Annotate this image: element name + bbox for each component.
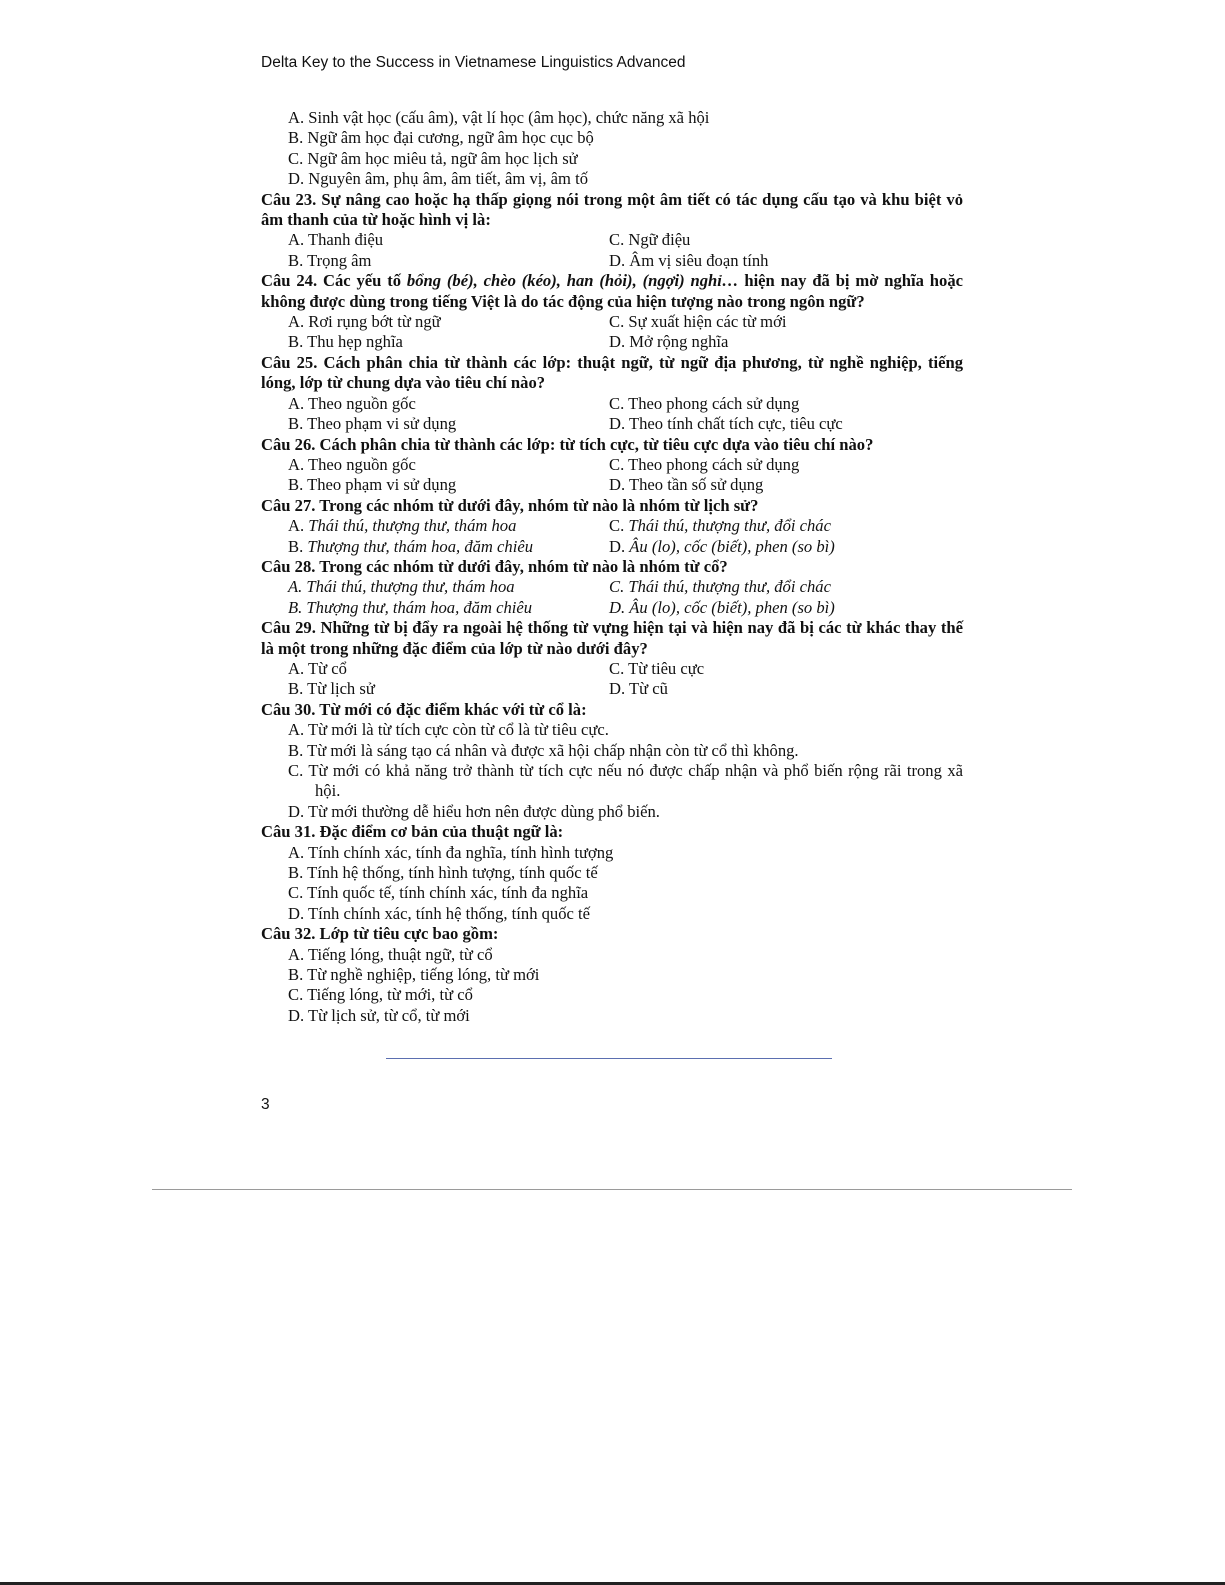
option-c: C. Sự xuất hiện các từ mới xyxy=(609,312,787,332)
option-item: C. Ngữ âm học miêu tả, ngữ âm học lịch sử xyxy=(288,148,578,168)
option-item: A. Sinh vật học (cấu âm), vật lí học (âm học), chức năng xã hội xyxy=(288,108,710,127)
option-c xyxy=(609,516,963,536)
page-number: 3 xyxy=(261,1096,270,1113)
question-list xyxy=(261,108,963,1026)
option-c: C. Tiếng lóng, từ mới, từ cổ xyxy=(288,985,473,1005)
option-a: A. Thái thú, thượng thư, thám hoa xyxy=(288,577,515,597)
option-row xyxy=(261,679,963,699)
page-header: Delta Key to the Success in Vietnamese Linguistics Advanced xyxy=(261,54,686,71)
question-25: Câu 25. Cách phân chia từ thành các lớp: thuật ngữ, từ ngữ địa phương, từ nghề nghiệp, tiếng lóng, lớp từ chung dựa vào tiêu chí nào? xyxy=(261,352,963,393)
option-c: C. Theo phong cách sử dụng xyxy=(609,393,800,413)
option-a: A. Từ mới là từ tích cực còn từ cổ là từ tiêu cực. xyxy=(288,720,609,740)
question-24-terms: bổng (bé), chèo (kéo), han (hỏi), (ngợi) nghỉ… xyxy=(406,271,739,291)
option-item: B. Ngữ âm học đại cương, ngữ âm học cục bộ xyxy=(288,128,594,148)
option-text: Thái thú, thượng thư, đổi chác xyxy=(628,516,831,536)
option-b: B. Theo phạm vi sử dụng xyxy=(288,414,457,434)
option-row xyxy=(261,230,963,250)
question-24-post: hiện nay đã bị mờ nghĩa hoặc không được dùng trong tiếng Việt là do tác động của hiện tượng nào trong ngôn ngữ? xyxy=(261,271,963,311)
option-row xyxy=(261,312,963,332)
option-b: B. Tính hệ thống, tính hình tượng, tính quốc tế xyxy=(288,863,598,883)
question-26: Câu 26. Cách phân chia từ thành các lớp: từ tích cực, từ tiêu cực dựa vào tiêu chí nào? xyxy=(261,434,874,454)
option-label: B. xyxy=(288,536,308,556)
question-32: Câu 32. Lớp từ tiêu cực bao gồm: xyxy=(261,924,499,944)
option-d: D. Theo tính chất tích cực, tiêu cực xyxy=(609,414,843,434)
question-30: Câu 30. Từ mới có đặc điểm khác với từ cổ là: xyxy=(261,699,587,719)
option-label: A. xyxy=(288,516,309,536)
option-text: Thái thú, thượng thư, thám hoa xyxy=(308,516,517,536)
option-row xyxy=(261,577,963,597)
option-d: D. Tính chính xác, tính hệ thống, tính quốc tế xyxy=(288,903,591,923)
option-c: C. Theo phong cách sử dụng xyxy=(609,454,800,474)
question-24-pre: Câu 24. Các yếu tố xyxy=(261,271,407,291)
option-a xyxy=(261,516,609,536)
option-a: A. Từ cổ xyxy=(288,658,347,678)
footnote-divider xyxy=(386,1058,832,1059)
option-b: B. Thu hẹp nghĩa xyxy=(288,332,403,352)
option-d: D. Từ lịch sử, từ cổ, từ mới xyxy=(288,1005,470,1025)
option-a: A. Thanh điệu xyxy=(288,230,384,250)
option-row xyxy=(261,332,963,352)
option-row xyxy=(261,251,963,271)
option-d xyxy=(609,537,963,557)
option-d: D. Âu (lo), cốc (biết), phen (so bì) xyxy=(609,597,835,617)
option-label: D. xyxy=(609,536,630,556)
option-b: B. Trọng âm xyxy=(288,250,372,270)
option-c: C. Từ mới có khả năng trở thành từ tích cực nếu nó được chấp nhận và phổ biến rộng rãi trong xã hội. xyxy=(288,761,963,801)
option-a: A. Theo nguồn gốc xyxy=(288,454,416,474)
question-29: Câu 29. Những từ bị đẩy ra ngoài hệ thống từ vựng hiện tại và hiện nay đã bị các từ khác thay thế là một trong những đặc điểm của lớp từ nào dưới đây? xyxy=(261,618,963,658)
option-b: B. Thượng thư, thám hoa, đăm chiêu xyxy=(288,597,533,617)
option-row xyxy=(261,598,963,618)
question-24 xyxy=(261,271,963,312)
option-row xyxy=(261,414,963,434)
option-row xyxy=(261,537,963,557)
option-b: B. Từ lịch sử xyxy=(288,679,375,699)
option-c: C. Ngữ điệu xyxy=(609,230,691,250)
option-b: B. Từ mới là sáng tạo cá nhân và được xã hội chấp nhận còn từ cổ thì không. xyxy=(288,740,799,760)
option-c: C. Tính quốc tế, tính chính xác, tính đa nghĩa xyxy=(288,883,589,903)
option-d: D. Mở rộng nghĩa xyxy=(609,332,729,352)
option-label: C. xyxy=(609,516,629,536)
option-a: A. Tính chính xác, tính đa nghĩa, tính hình tượng xyxy=(288,842,614,862)
question-31: Câu 31. Đặc điểm cơ bản của thuật ngữ là: xyxy=(261,822,564,842)
option-row xyxy=(261,455,963,475)
option-text: Âu (lo), cốc (biết), phen (so bì) xyxy=(629,536,835,556)
question-27: Câu 27. Trong các nhóm từ dưới đây, nhóm từ nào là nhóm từ lịch sử? xyxy=(261,495,759,515)
option-a: A. Theo nguồn gốc xyxy=(288,393,416,413)
option-item: D. Nguyên âm, phụ âm, âm tiết, âm vị, âm tố xyxy=(288,169,589,189)
option-d: D. Theo tần số sử dụng xyxy=(609,475,764,495)
option-row xyxy=(261,394,963,414)
page-separator xyxy=(152,1189,1072,1190)
option-a: A. Rơi rụng bớt từ ngữ xyxy=(288,312,441,332)
question-23: Câu 23. Sự nâng cao hoặc hạ thấp giọng nói trong một âm tiết có tác dụng cấu tạo và khu biệt vỏ âm thanh của từ hoặc hình vị là: xyxy=(261,189,963,230)
option-text: Thượng thư, thám hoa, đăm chiêu xyxy=(307,536,533,556)
option-row xyxy=(261,516,963,536)
option-c: C. Từ tiêu cực xyxy=(609,658,705,678)
option-d: D. Từ cũ xyxy=(609,679,668,699)
option-b: B. Từ nghề nghiệp, tiếng lóng, từ mới xyxy=(288,965,540,985)
option-b xyxy=(261,537,609,557)
option-a: A. Tiếng lóng, thuật ngữ, từ cổ xyxy=(288,944,493,964)
question-28: Câu 28. Trong các nhóm từ dưới đây, nhóm từ nào là nhóm từ cổ? xyxy=(261,556,728,576)
option-b: B. Theo phạm vi sử dụng xyxy=(288,475,457,495)
option-d: D. Từ mới thường dễ hiểu hơn nên được dùng phổ biến. xyxy=(288,801,660,821)
option-row xyxy=(261,659,963,679)
option-row xyxy=(261,475,963,495)
option-d: D. Âm vị siêu đoạn tính xyxy=(609,250,769,270)
option-c: C. Thái thú, thượng thư, đổi chác xyxy=(609,577,831,597)
